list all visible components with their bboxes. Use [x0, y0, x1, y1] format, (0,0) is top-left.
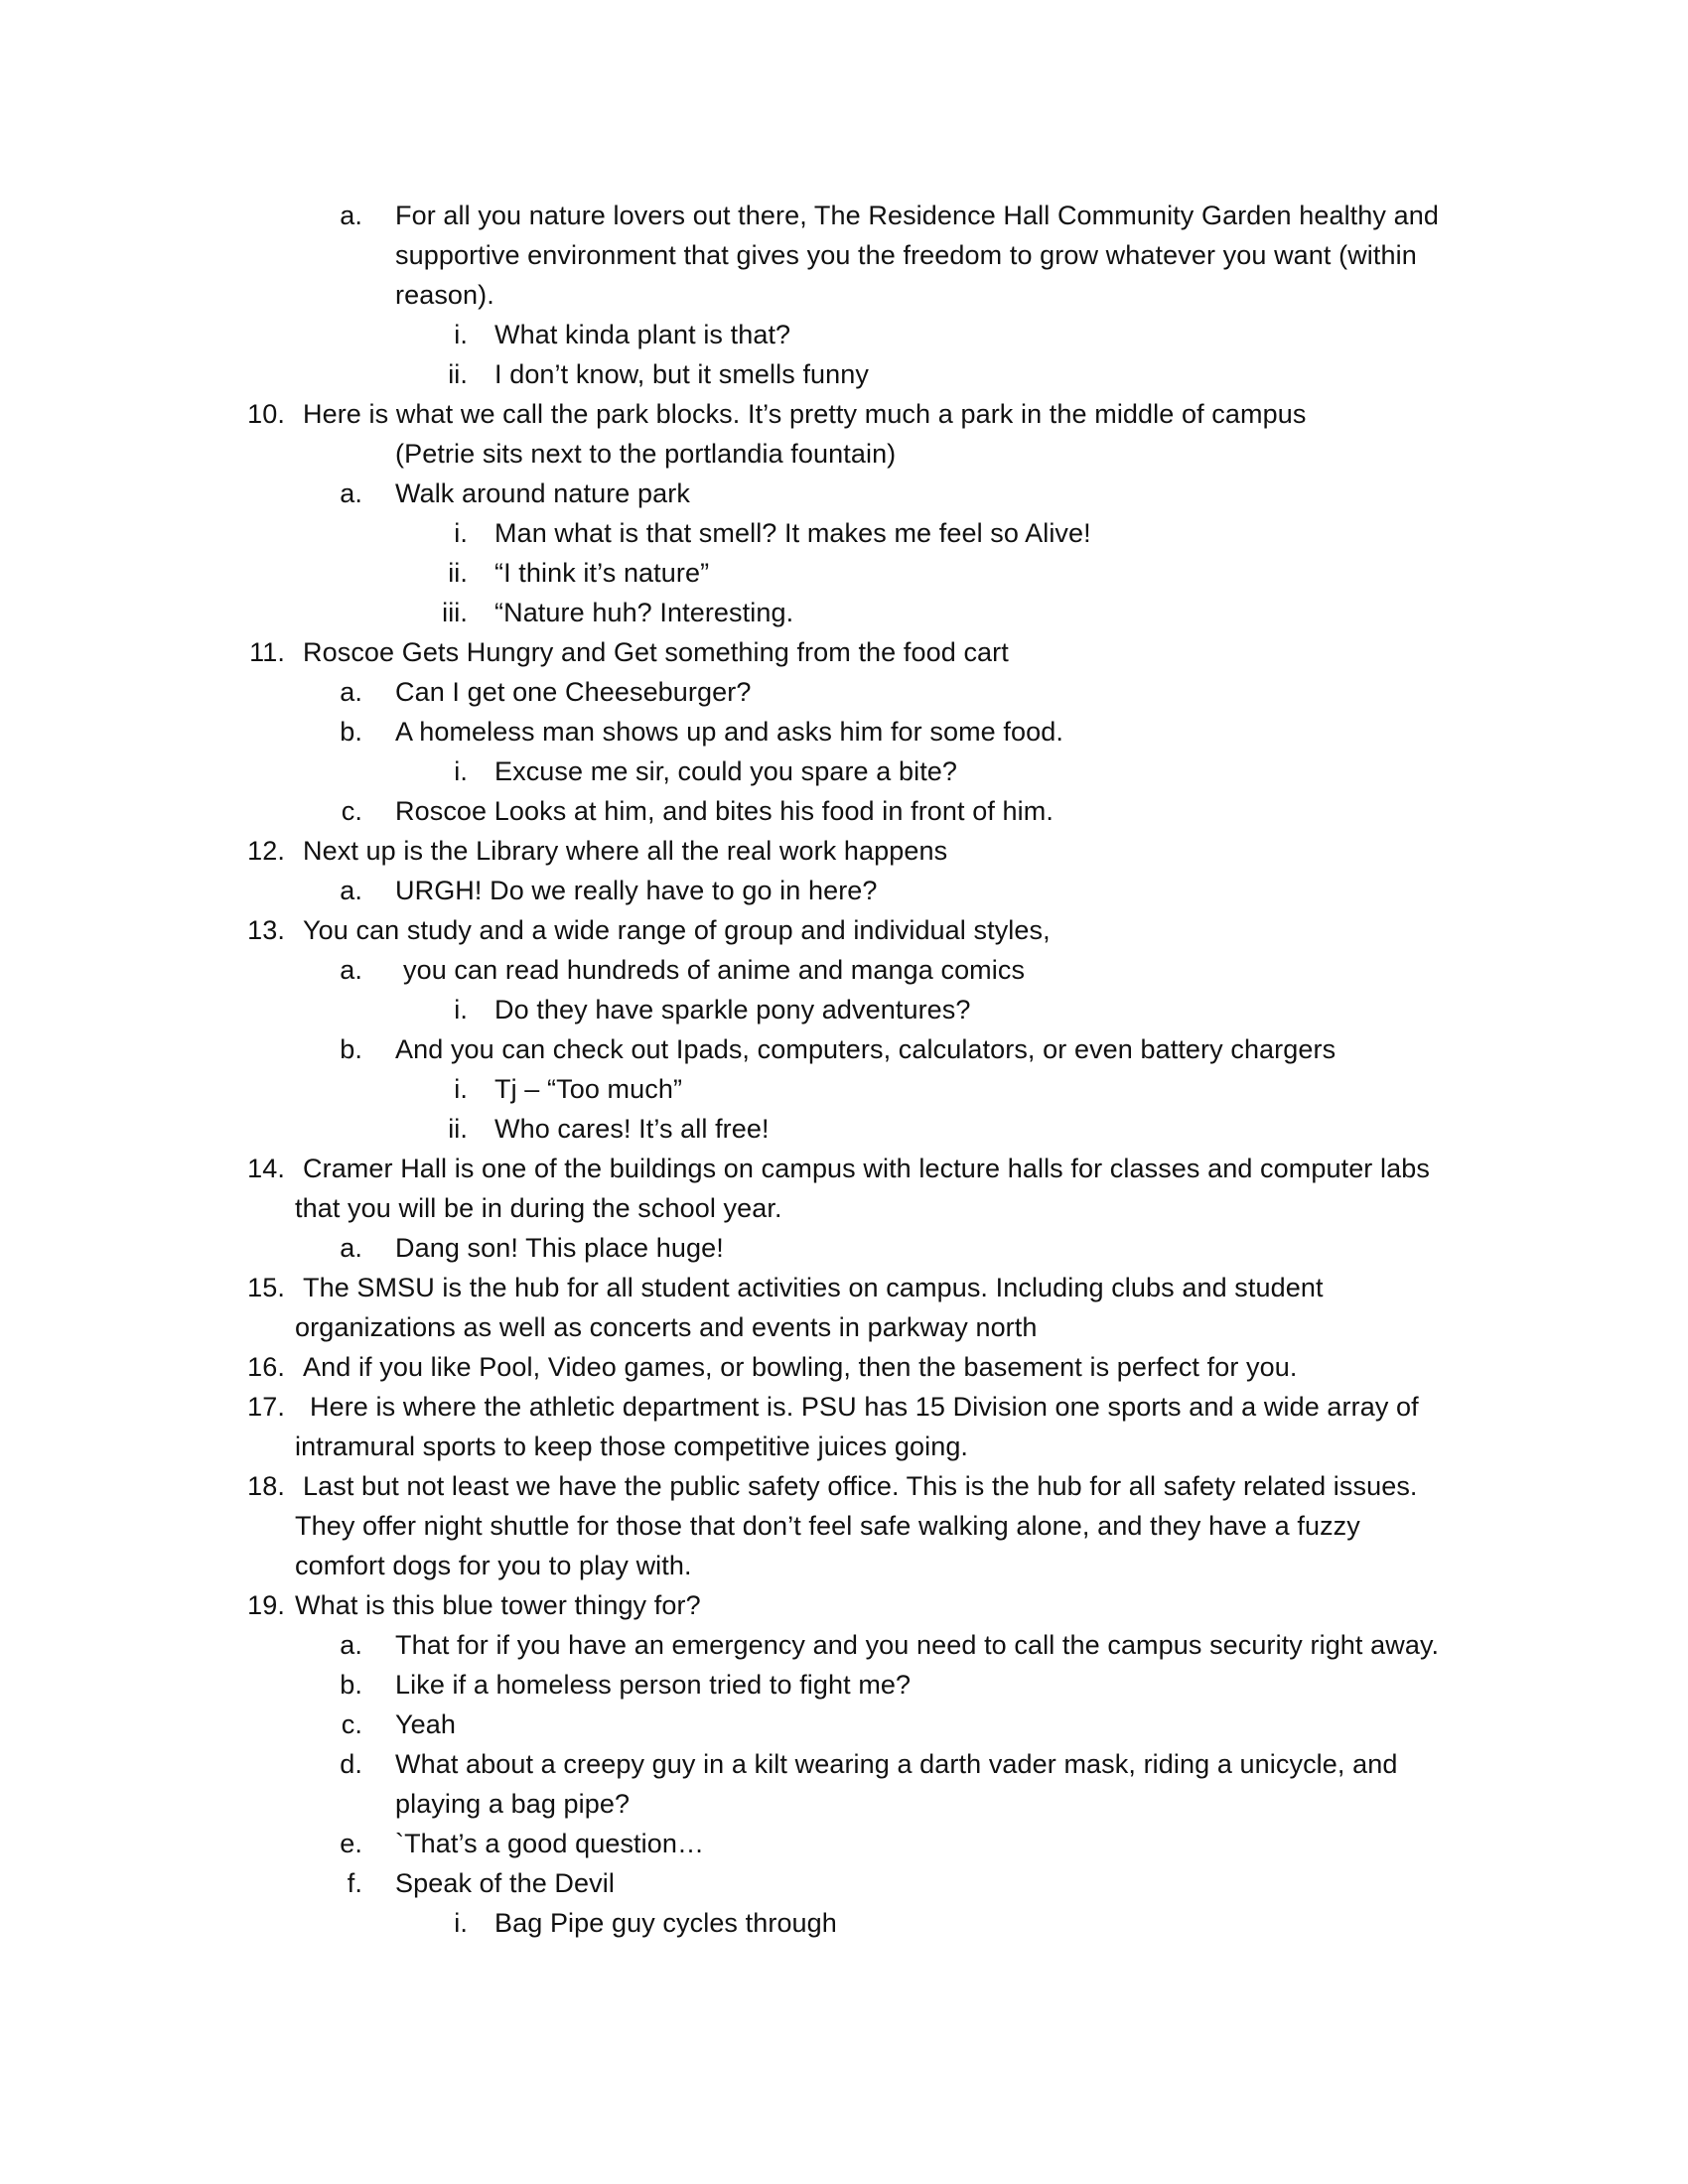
item-text: organizations as well as concerts and events in parkway north: [295, 1312, 1038, 1342]
item-marker: i.: [454, 1074, 468, 1104]
item-text: Yeah: [395, 1709, 456, 1739]
item-marker: ii.: [448, 558, 468, 588]
item-text: A homeless man shows up and asks him for some food.: [395, 717, 1063, 747]
item-text: `That’s a good question…: [395, 1829, 705, 1858]
item-marker: iii.: [442, 598, 468, 627]
item-marker: a.: [340, 876, 362, 905]
item-text: that you will be in during the school year.: [295, 1193, 782, 1223]
item-text: Tj – “Too much”: [494, 1074, 683, 1104]
item-marker: c.: [341, 1709, 362, 1739]
item-marker: f.: [347, 1868, 362, 1898]
item-text: URGH! Do we really have to go in here?: [395, 876, 878, 905]
item-marker: a.: [340, 478, 362, 508]
item-text: Roscoe Looks at him, and bites his food in front of him.: [395, 796, 1054, 826]
item-marker: b.: [340, 1034, 362, 1064]
item-marker: b.: [340, 1670, 362, 1700]
item-text: What is this blue tower thingy for?: [295, 1590, 701, 1620]
item-text: Bag Pipe guy cycles through: [494, 1908, 837, 1938]
item-text: Speak of the Devil: [395, 1868, 615, 1898]
item-text: reason).: [395, 280, 494, 310]
item-text: The SMSU is the hub for all student activities on campus. Including clubs and student: [303, 1273, 1324, 1302]
item-text: Walk around nature park: [395, 478, 690, 508]
item-text: What kinda plant is that?: [494, 320, 791, 349]
item-marker: i.: [454, 320, 468, 349]
item-text: For all you nature lovers out there, The Residence Hall Community Garden healthy and: [395, 201, 1439, 230]
item-marker: 16.: [247, 1352, 285, 1382]
item-marker: 17.: [247, 1392, 285, 1422]
item-text: you can read hundreds of anime and manga comics: [403, 955, 1026, 985]
item-text: That for if you have an emergency and you need to call the campus security right away.: [395, 1630, 1440, 1660]
item-text: Man what is that smell? It makes me feel so Alive!: [494, 518, 1091, 548]
item-marker: i.: [454, 518, 468, 548]
item-text: comfort dogs for you to play with.: [295, 1551, 692, 1580]
item-text: Next up is the Library where all the real work happens: [303, 836, 948, 866]
item-text: Do they have sparkle pony adventures?: [494, 995, 971, 1024]
item-marker: a.: [340, 1233, 362, 1263]
item-text: Roscoe Gets Hungry and Get something from the food cart: [303, 637, 1009, 667]
item-text: And you can check out Ipads, computers, calculators, or even battery chargers: [395, 1034, 1336, 1064]
item-marker: 14.: [247, 1154, 285, 1183]
item-marker: i.: [454, 756, 468, 786]
item-text: Can I get one Cheeseburger?: [395, 677, 752, 707]
item-text: “I think it’s nature”: [494, 558, 710, 588]
item-marker: 15.: [247, 1273, 285, 1302]
item-marker: d.: [340, 1749, 362, 1779]
item-text: I don’t know, but it smells funny: [494, 359, 869, 389]
item-text: intramural sports to keep those competitive juices going.: [295, 1432, 969, 1461]
item-marker: 10.: [247, 399, 285, 429]
item-marker: 13.: [247, 915, 285, 945]
item-text: Who cares! It’s all free!: [494, 1114, 770, 1144]
item-marker: e.: [340, 1829, 362, 1858]
item-text: (Petrie sits next to the portlandia fountain): [395, 439, 897, 469]
item-marker: 12.: [247, 836, 285, 866]
item-text: And if you like Pool, Video games, or bowling, then the basement is perfect for you.: [303, 1352, 1298, 1382]
item-marker: a.: [340, 201, 362, 230]
item-marker: a.: [340, 677, 362, 707]
item-text: What about a creepy guy in a kilt wearing a darth vader mask, riding a unicycle, and: [395, 1749, 1398, 1779]
item-text: supportive environment that gives you the freedom to grow whatever you want (within: [395, 240, 1417, 270]
item-text: playing a bag pipe?: [395, 1789, 631, 1819]
item-text: Dang son! This place huge!: [395, 1233, 724, 1263]
item-text: You can study and a wide range of group and individual styles,: [303, 915, 1051, 945]
item-text: Like if a homeless person tried to fight me?: [395, 1670, 912, 1700]
item-text: Here is where the athletic department is. PSU has 15 Division one sports and a wide array of: [310, 1392, 1419, 1422]
item-marker: 19.: [247, 1590, 285, 1620]
item-marker: a.: [340, 1630, 362, 1660]
item-marker: ii.: [448, 359, 468, 389]
item-marker: ii.: [448, 1114, 468, 1144]
item-text: Cramer Hall is one of the buildings on campus with lecture halls for classes and computer labs: [303, 1154, 1430, 1183]
item-marker: b.: [340, 717, 362, 747]
item-text: Here is what we call the park blocks. It’s pretty much a park in the middle of campus: [303, 399, 1307, 429]
item-marker: 11.: [249, 637, 285, 667]
item-marker: a.: [340, 955, 362, 985]
item-marker: i.: [454, 995, 468, 1024]
item-text: Last but not least we have the public safety office. This is the hub for all safety related issues.: [303, 1471, 1418, 1501]
item-marker: c.: [341, 796, 362, 826]
item-marker: i.: [454, 1908, 468, 1938]
item-marker: 18.: [247, 1471, 285, 1501]
item-text: Excuse me sir, could you spare a bite?: [494, 756, 958, 786]
item-text: “Nature huh? Interesting.: [494, 598, 794, 627]
item-text: They offer night shuttle for those that don’t feel safe walking alone, and they have a fuzzy: [295, 1511, 1360, 1541]
